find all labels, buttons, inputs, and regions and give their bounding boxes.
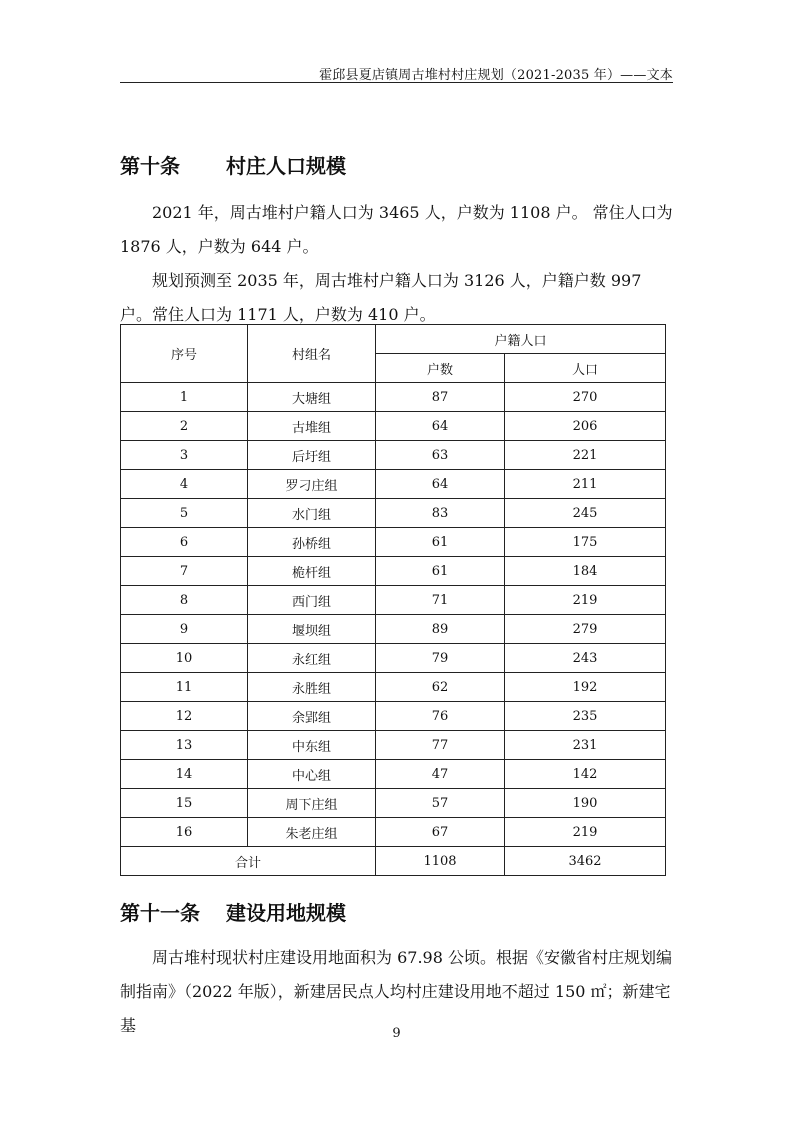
cell-index: 3 — [121, 441, 248, 470]
cell-group-name: 堰坝组 — [248, 615, 376, 644]
cell-population: 142 — [505, 760, 666, 789]
cell-group-name: 中东组 — [248, 731, 376, 760]
table-row — [121, 673, 666, 702]
table-row — [121, 760, 666, 789]
population-table — [120, 324, 666, 876]
cell-group-name: 中心组 — [248, 760, 376, 789]
paragraph-2035-projection: 规划预测至 2035 年，周古堆村户籍人口为 3126 人，户籍户数 997 户。常住人口为 1171 人，户数为 410 户。 — [120, 271, 642, 324]
cell-group-name: 桅杆组 — [248, 557, 376, 586]
cell-index: 2 — [121, 412, 248, 441]
table-row — [121, 499, 666, 528]
cell-households: 64 — [376, 412, 505, 441]
cell-index: 11 — [121, 673, 248, 702]
cell-group-name: 余郢组 — [248, 702, 376, 731]
cell-households: 63 — [376, 441, 505, 470]
section-heading-11 — [120, 897, 346, 926]
table-row — [121, 615, 666, 644]
cell-households: 79 — [376, 644, 505, 673]
cell-population: 221 — [505, 441, 666, 470]
cell-population: 279 — [505, 615, 666, 644]
cell-group-name: 后圩组 — [248, 441, 376, 470]
header-households: 户数 — [376, 354, 505, 383]
table-row — [121, 528, 666, 557]
table-row — [121, 470, 666, 499]
header-index: 序号 — [121, 325, 248, 383]
cell-index: 5 — [121, 499, 248, 528]
paragraph-2021-population: 2021 年，周古堆村户籍人口为 3465 人，户数为 1108 户。 常住人口为 1876 人，户数为 644 户。 — [120, 203, 673, 256]
cell-households: 87 — [376, 383, 505, 412]
cell-group-name: 大塘组 — [248, 383, 376, 412]
table-row — [121, 383, 666, 412]
cell-households: 89 — [376, 615, 505, 644]
cell-households: 67 — [376, 818, 505, 847]
page-number: 9 — [392, 1026, 401, 1041]
cell-index: 13 — [121, 731, 248, 760]
cell-index: 14 — [121, 760, 248, 789]
cell-households: 62 — [376, 673, 505, 702]
cell-households: 47 — [376, 760, 505, 789]
section-heading-10 — [120, 150, 346, 179]
section-title: 村庄人口规模 — [226, 154, 346, 178]
table-total-row — [121, 847, 666, 876]
table-row — [121, 818, 666, 847]
total-label: 合计 — [121, 847, 376, 876]
cell-population: 211 — [505, 470, 666, 499]
cell-population: 245 — [505, 499, 666, 528]
table-row — [121, 731, 666, 760]
cell-households: 61 — [376, 528, 505, 557]
header-rule — [120, 82, 673, 83]
cell-group-name: 水门组 — [248, 499, 376, 528]
table-row — [121, 441, 666, 470]
running-header: 霍邱县夏店镇周古堆村村庄规划（2021-2035 年）——文本 — [319, 68, 673, 83]
cell-group-name: 西门组 — [248, 586, 376, 615]
cell-households: 76 — [376, 702, 505, 731]
total-population: 3462 — [505, 847, 666, 876]
cell-index: 9 — [121, 615, 248, 644]
cell-group-name: 永红组 — [248, 644, 376, 673]
table-row — [121, 702, 666, 731]
cell-index: 7 — [121, 557, 248, 586]
table-row — [121, 557, 666, 586]
cell-population: 231 — [505, 731, 666, 760]
header-population: 人口 — [505, 354, 666, 383]
cell-index: 12 — [121, 702, 248, 731]
cell-population: 190 — [505, 789, 666, 818]
cell-population: 219 — [505, 586, 666, 615]
table-row — [121, 789, 666, 818]
cell-group-name: 周下庄组 — [248, 789, 376, 818]
cell-index: 6 — [121, 528, 248, 557]
cell-population: 192 — [505, 673, 666, 702]
section-number: 第十一条 — [120, 901, 200, 925]
cell-group-name: 古堆组 — [248, 412, 376, 441]
cell-group-name: 孙桥组 — [248, 528, 376, 557]
cell-population: 270 — [505, 383, 666, 412]
cell-population: 235 — [505, 702, 666, 731]
cell-group-name: 罗刁庄组 — [248, 470, 376, 499]
table-row — [121, 412, 666, 441]
cell-index: 15 — [121, 789, 248, 818]
cell-index: 10 — [121, 644, 248, 673]
cell-population: 184 — [505, 557, 666, 586]
cell-households: 71 — [376, 586, 505, 615]
cell-households: 61 — [376, 557, 505, 586]
section-title: 建设用地规模 — [226, 901, 346, 925]
header-group-name: 村组名 — [248, 325, 376, 383]
section-number: 第十条 — [120, 154, 180, 178]
paragraph-construction-land: 周古堆村现状村庄建设用地面积为 67.98 公顷。根据《安徽省村庄规划编制指南》（2022 年版），新建居民点人均村庄建设用地不超过 150 ㎡；新建宅基 — [120, 948, 672, 1035]
cell-population: 219 — [505, 818, 666, 847]
cell-households: 83 — [376, 499, 505, 528]
cell-households: 57 — [376, 789, 505, 818]
cell-index: 1 — [121, 383, 248, 412]
header-registered-population: 户籍人口 — [376, 325, 666, 354]
table-row — [121, 586, 666, 615]
cell-population: 243 — [505, 644, 666, 673]
cell-group-name: 永胜组 — [248, 673, 376, 702]
cell-households: 77 — [376, 731, 505, 760]
total-households: 1108 — [376, 847, 505, 876]
cell-index: 8 — [121, 586, 248, 615]
cell-group-name: 朱老庄组 — [248, 818, 376, 847]
table-row — [121, 644, 666, 673]
cell-population: 175 — [505, 528, 666, 557]
cell-index: 4 — [121, 470, 248, 499]
cell-households: 64 — [376, 470, 505, 499]
cell-index: 16 — [121, 818, 248, 847]
cell-population: 206 — [505, 412, 666, 441]
table-body — [121, 383, 666, 847]
